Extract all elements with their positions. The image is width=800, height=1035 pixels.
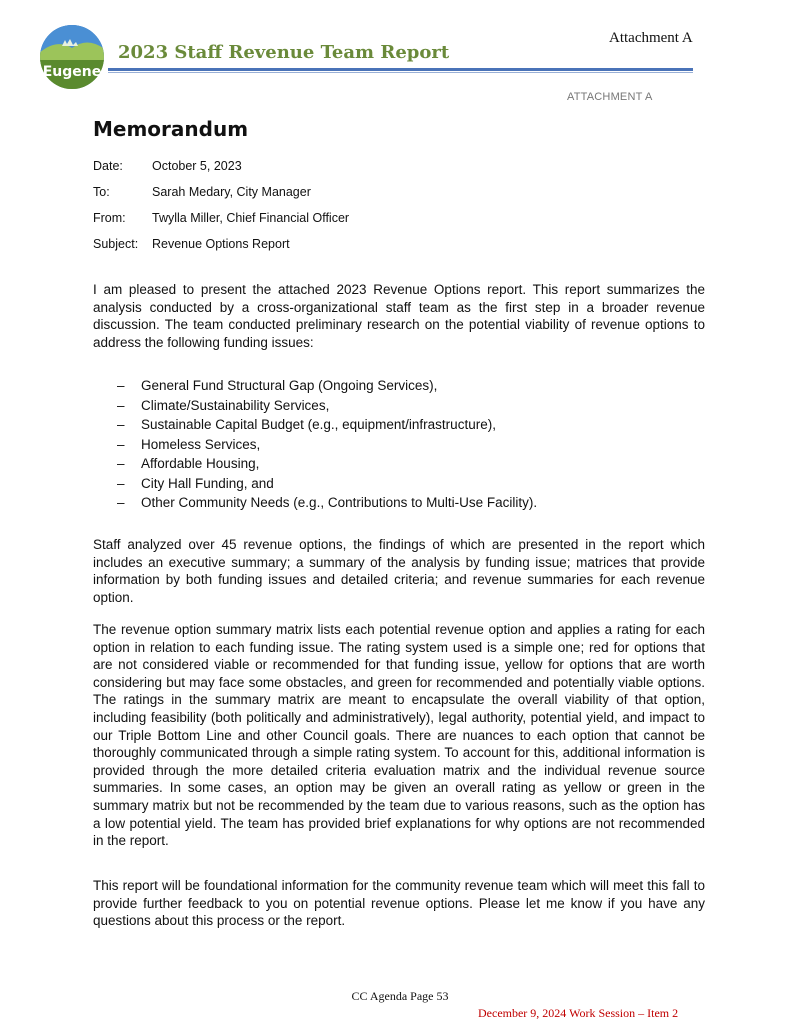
header-rule-shadow xyxy=(108,72,693,73)
analysis-paragraph: Staff analyzed over 45 revenue options, the findings of which are presented in the report which includes an executive summary; a summary of the analysis by funding issue; matrices that provide information by both funding issues and detailed criteria; and revenue summaries for each revenue option. xyxy=(93,537,705,605)
list-item: – Other Community Needs (e.g., Contributions to Multi-Use Facility). xyxy=(93,493,705,513)
list-item: – General Fund Structural Gap (Ongoing Services), xyxy=(93,376,705,396)
work-session-label: December 9, 2024 Work Session – Item 2 xyxy=(478,1006,679,1020)
report-title: 2023 Staff Revenue Team Report xyxy=(118,42,450,63)
to-value: Sarah Medary, City Manager xyxy=(152,185,311,199)
subject-value: Revenue Options Report xyxy=(152,237,290,251)
to-label: To: xyxy=(93,185,110,199)
logo-graphic xyxy=(38,24,106,90)
logo-text: Eugene xyxy=(42,64,102,80)
dash-marker: – xyxy=(117,397,125,413)
dash-marker: – xyxy=(117,417,125,432)
closing-paragraph: This report will be foundational information for the community revenue team which will meet this fall to provide further feedback to you on potential revenue options. Please let me know if you have any questions about this process or the report. xyxy=(93,878,705,929)
memo-title: Memorandum xyxy=(93,117,249,141)
matrix-paragraph: The revenue option summary matrix lists each potential revenue option and applies a rating for each option in relation to each funding issue. The rating system used is a simple one; red for options that are not considered viable or recommended for that funding issue, yellow for options that are worth considering but may face some obstacles, and green for recommended and potentially viable options. The ratings in the summary matrix are meant to encapsulate the overall viability of that option, including feasibility (both politically and administratively), legal authority, potential yield, and impact to our Triple Bottom Line and other Council goals. There are nuances to each option that cannot be thoroughly communicated through a simple rating system. To account for this, additional information is provided through the more detailed criteria evaluation matrix and the individual revenue source summaries. In some cases, an option may be given an overall rating as yellow or green in the summary matrix but not be recommended by the team due to various reasons, such as the option has a low potential yield. The team has provided brief explanations for why options are not recommended in the report. xyxy=(93,622,705,849)
list-item: – Homeless Services, xyxy=(93,435,705,455)
funding-issues-list xyxy=(93,376,705,513)
list-item: – City Hall Funding, and xyxy=(93,474,705,494)
from-value: Twylla Miller, Chief Financial Officer xyxy=(152,211,350,225)
list-item: – Affordable Housing, xyxy=(93,454,705,474)
dash-marker: – xyxy=(117,495,125,510)
dash-marker: – xyxy=(117,475,125,491)
intro-paragraph: I am pleased to present the attached 2023 Revenue Options report. This report summarizes the analysis conducted by a cross-organizational staff team as the first step in a broader revenue discussion. The team conducted preliminary research on the potential viability of revenue options to address the following funding issues: xyxy=(93,282,705,350)
attachment-label-top: Attachment A xyxy=(609,30,693,46)
list-item: – Sustainable Capital Budget (e.g., equipment/infrastructure), xyxy=(93,415,705,435)
date-value: October 5, 2023 xyxy=(152,159,242,173)
from-label: From: xyxy=(93,211,126,225)
list-item: – Climate/Sustainability Services, xyxy=(93,396,705,416)
subject-label: Subject: xyxy=(93,237,139,251)
agenda-page-number: CC Agenda Page 53 xyxy=(351,989,449,1003)
header-rule xyxy=(108,68,693,71)
dash-marker: – xyxy=(117,456,125,471)
attachment-label-sub: ATTACHMENT A xyxy=(567,91,653,103)
dash-marker: – xyxy=(117,436,125,452)
eugene-logo xyxy=(38,24,106,90)
date-label: Date: xyxy=(93,159,123,173)
dash-marker: – xyxy=(117,378,125,393)
